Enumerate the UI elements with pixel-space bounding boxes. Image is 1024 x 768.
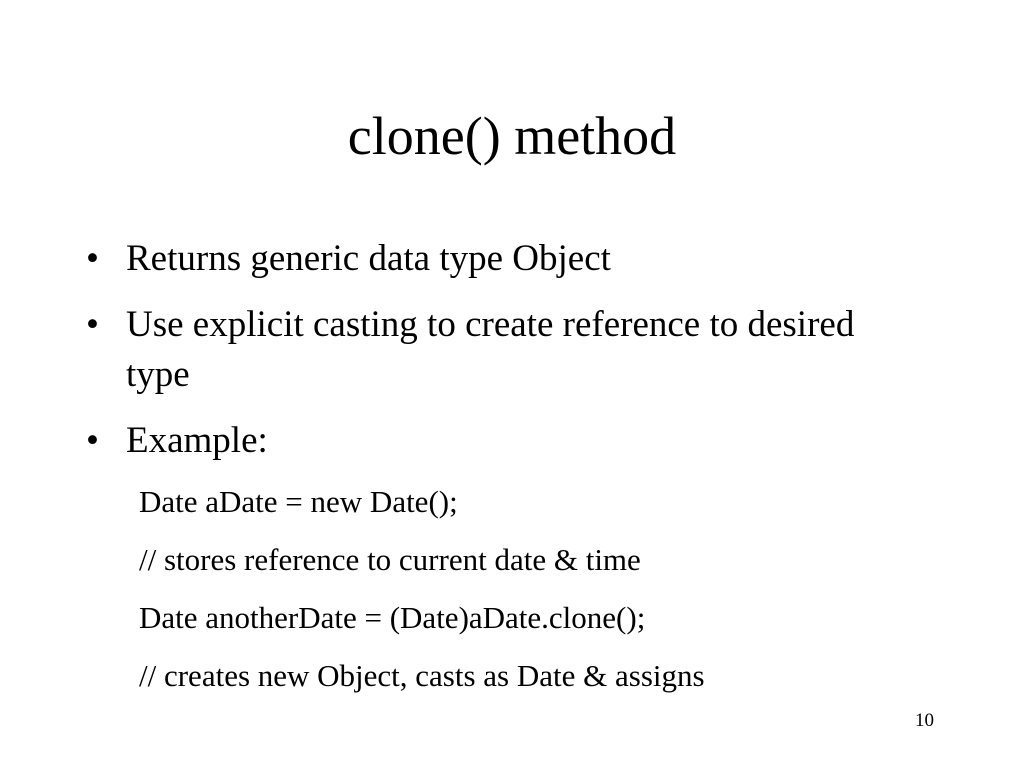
bullet-text: Use explicit casting to create reference to desired type: [126, 304, 855, 395]
bullet-item: [86, 300, 906, 400]
example-line: Date anotherDate = (Date)aDate.clone();: [139, 600, 646, 635]
example-comment: // stores reference to current date & time: [139, 542, 641, 577]
bullet-marker: •: [86, 304, 99, 345]
example-comment: // creates new Object, casts as Date & assigns: [139, 658, 705, 693]
slide-title: clone() method: [347, 106, 677, 166]
bullet-item: [86, 416, 906, 466]
example-code: [139, 482, 705, 714]
bullet-marker: •: [86, 420, 99, 461]
page-number: 10: [915, 710, 934, 731]
bullet-item: [86, 234, 906, 284]
bullet-text: Example:: [126, 420, 268, 461]
bullet-list: [86, 234, 906, 482]
example-line: Date aDate = new Date();: [139, 484, 458, 519]
bullet-marker: •: [86, 238, 99, 279]
bullet-text: Returns generic data type Object: [126, 238, 611, 279]
